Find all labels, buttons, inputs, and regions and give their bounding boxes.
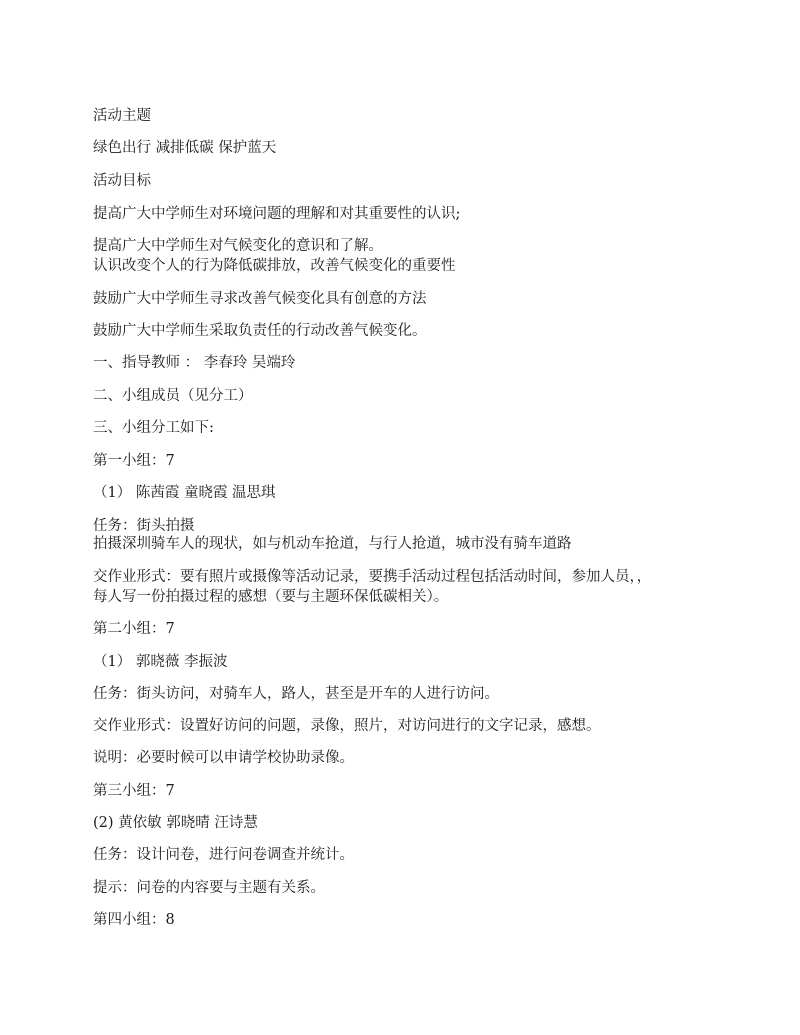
goal-line-5: 鼓励广大中学师生采取负责任的行动改善气候变化。 [93,323,427,339]
heading-activity-theme: 活动主题 [93,108,151,124]
group-2-title: 第二小组：7 [93,621,175,637]
group-1-title: 第一小组：7 [93,453,175,469]
group-4-title: 第四小组：8 [93,912,175,928]
group-1-task-detail: 拍摄深圳骑车人的现状，如与机动车抢道，与行人抢道，城市没有骑车道路 [93,536,572,552]
group-2-task: 任务：街头访问，对骑车人，路人，甚至是开车的人进行访问。 [93,686,499,702]
activity-theme-text: 绿色出行 减排低碳 保护蓝天 [93,140,277,156]
section-advisors: 一、指导教师 ： 李春玲 吴端玲 [93,355,296,371]
goal-line-3: 认识改变个人的行为降低碳排放，改善气候变化的重要性 [93,258,456,274]
goal-line-2: 提高广大中学师生对气候变化的意识和了解。 [93,238,383,254]
group-1-submission: 交作业形式：要有照片或摄像等活动记录，要携手活动过程包括活动时间，参加人员，， [93,569,652,585]
group-1-members: （1） 陈茜霞 童晓霞 温思琪 [93,485,276,501]
group-3-tip: 提示：问卷的内容要与主题有关系。 [93,880,325,896]
goal-line-1: 提高广大中学师生对环境问题的理解和对其重要性的认识; [93,206,461,222]
heading-activity-goals: 活动目标 [93,173,151,189]
group-3-members: (2) 黄依敏 郭晓晴 汪诗慧 [93,815,258,831]
section-division: 三、小组分工如下: [93,420,214,436]
group-3-task: 任务：设计问卷，进行问卷调查并统计。 [93,847,354,863]
group-1-task: 任务：街头拍摄 [93,518,195,534]
group-3-title: 第三小组：7 [93,783,175,799]
section-members: 二、小组成员（见分工） [93,388,253,404]
group-2-submission: 交作业形式：设置好访问的问题，录像，照片，对访问进行的文字记录，感想。 [93,718,601,734]
group-2-note: 说明：必要时候可以申请学校协助录像。 [93,750,354,766]
group-2-members: （1） 郭晓薇 李振波 [93,654,228,670]
group-1-submission-cont: 每人写一份拍摄过程的感想（要与主题环保低碳相关）。 [93,589,449,605]
goal-line-4: 鼓励广大中学师生寻求改善气候变化具有创意的方法 [93,291,427,307]
